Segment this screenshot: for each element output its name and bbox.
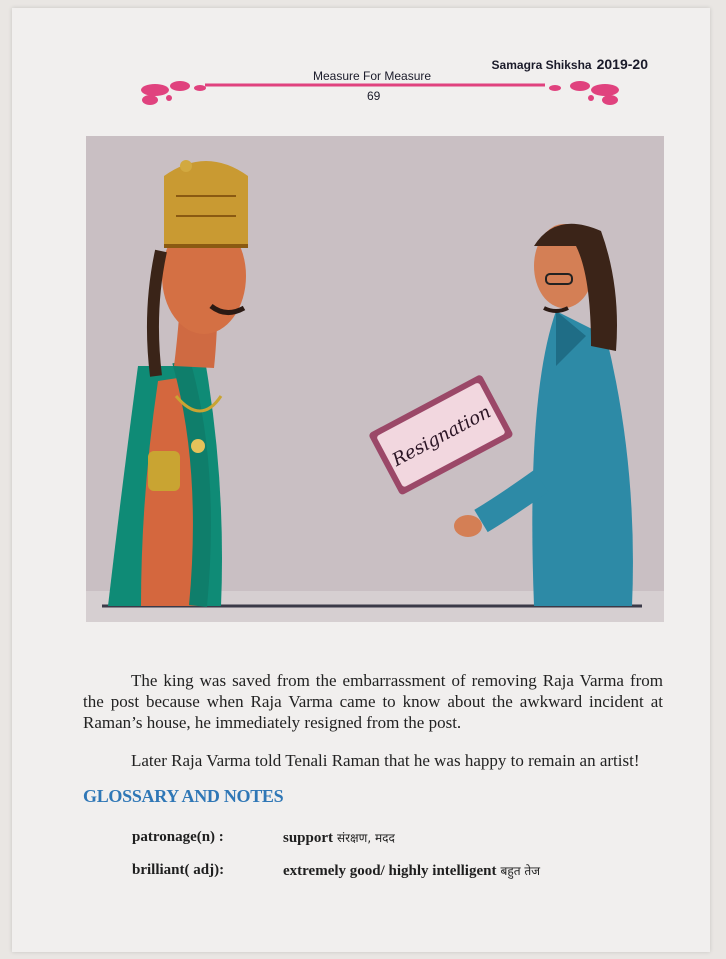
glossary-definition-brilliant xyxy=(283,862,540,880)
body-paragraph-2: Later Raja Varma told Tenali Raman that he was happy to remain an artist! xyxy=(131,751,640,770)
glossary-heading: GLOSSARY AND NOTES xyxy=(83,786,284,806)
glossary-meaning: support xyxy=(283,830,334,846)
series-year: 2019-20 xyxy=(596,56,648,72)
header-series xyxy=(492,56,648,74)
page-number: 69 xyxy=(367,89,381,103)
glossary-term-brilliant: brilliant( adj): xyxy=(132,862,225,878)
chapter-title: Measure For Measure xyxy=(313,69,432,83)
body-paragraph-1: The king was saved from the embarrassment of removing Raja Varma from the post because when Raja Varma came to know about the awkward incident at Raman’s house, he immediately resigned from the post. xyxy=(83,671,663,732)
series-name: Samagra Shiksha xyxy=(491,58,592,72)
glossary-hindi: बहुत तेज xyxy=(500,864,541,878)
glossary-definition-patronage xyxy=(283,829,395,847)
glossary-meaning: extremely good/ highly intelligent xyxy=(283,863,497,879)
glossary-term-patronage: patronage(n) : xyxy=(132,829,224,845)
glossary-hindi: संरक्षण, मदद xyxy=(337,831,395,845)
resignation-sign-text: Resignation xyxy=(388,401,495,471)
illustration-king-receives-resignation xyxy=(86,136,664,622)
